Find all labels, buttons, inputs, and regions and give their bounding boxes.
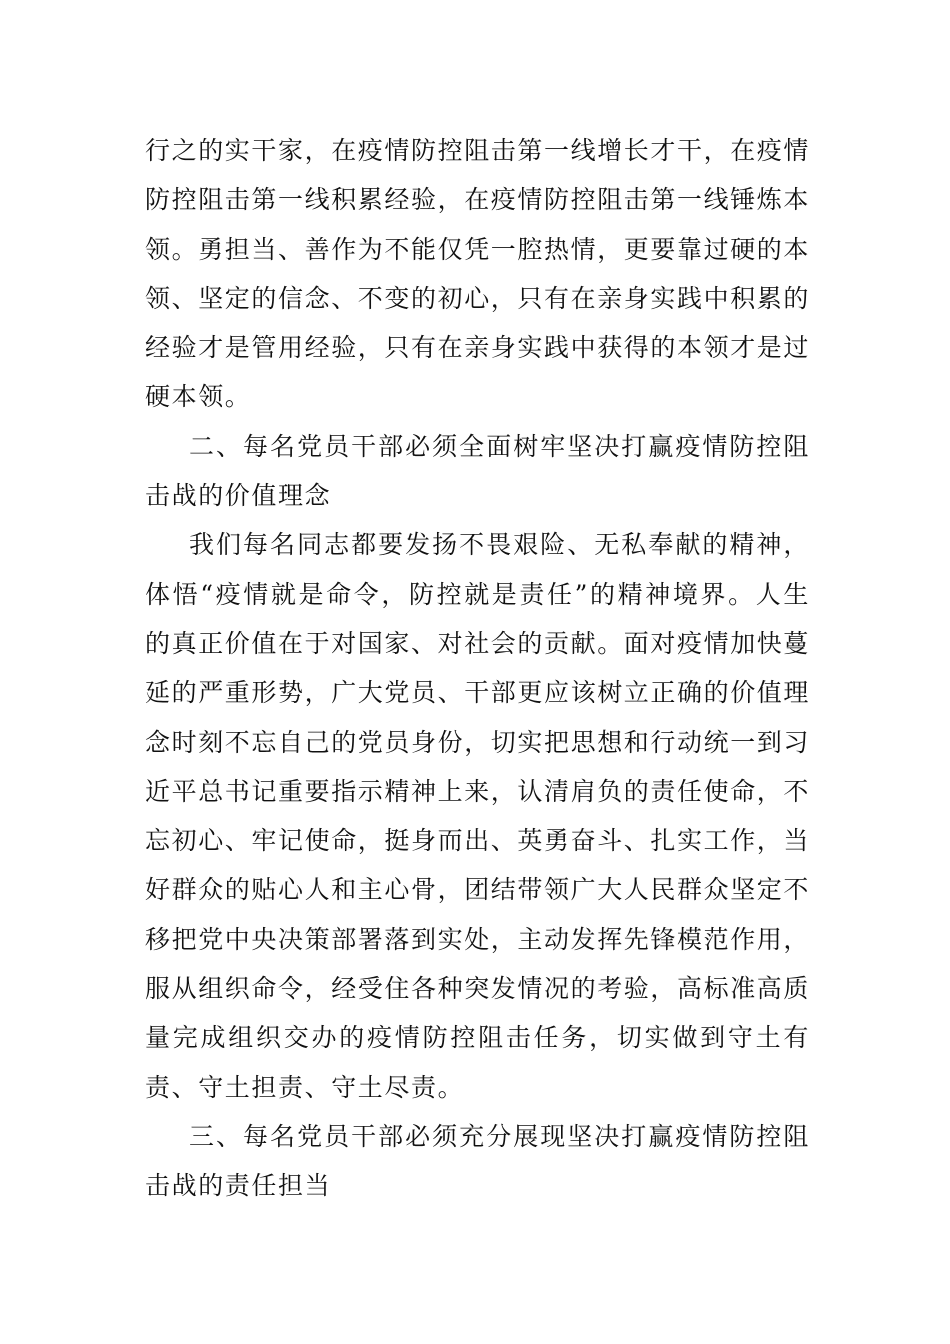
body-paragraph-1: 行之的实干家，在疫情防控阻击第一线增长才干，在疫情防控阻击第一线积累经验，在疫情防控阻击第一线锤炼本领。勇担当、善作为不能仅凭一腔热情，更要靠过硬的本领、坚定的信念、不变的初心，只有在亲身实践中积累的经验才是管用经验，只有在亲身实践中获得的本领才是过硬本领。 (145, 136, 811, 412)
document-page (145, 126, 810, 1211)
section-heading-3: 三、每名党员干部必须充分展现坚决打赢疫情防控阻击战的责任担当 (145, 1121, 810, 1201)
section-heading-2: 二、每名党员干部必须全面树牢坚决打赢疫情防控阻击战的价值理念 (145, 431, 810, 511)
body-paragraph-2: 我们每名同志都要发扬不畏艰险、无私奉献的精神，体悟“疫情就是命令，防控就是责任”的精神境界。人生的真正价值在于对国家、对社会的贡献。面对疫情加快蔓延的严重形势，广大党员、干部更应该树立正确的价值理念时刻不忘自己的党员身份，切实把思想和行动统一到习近平总书记重要指示精神上来，认清肩负的责任使命，不忘初心、牢记使命，挺身而出、英勇奋斗、扎实工作，当好群众的贴心人和主心骨，团结带领广大人民群众坚定不移把党中央决策部署落到实处，主动发挥先锋模范作用，服从组织命令，经受住各种突发情况的考验，高标准高质量完成组织交办的疫情防控阻击任务，切实做到守土有责、守土担责、守土尽责。 (145, 530, 811, 1102)
